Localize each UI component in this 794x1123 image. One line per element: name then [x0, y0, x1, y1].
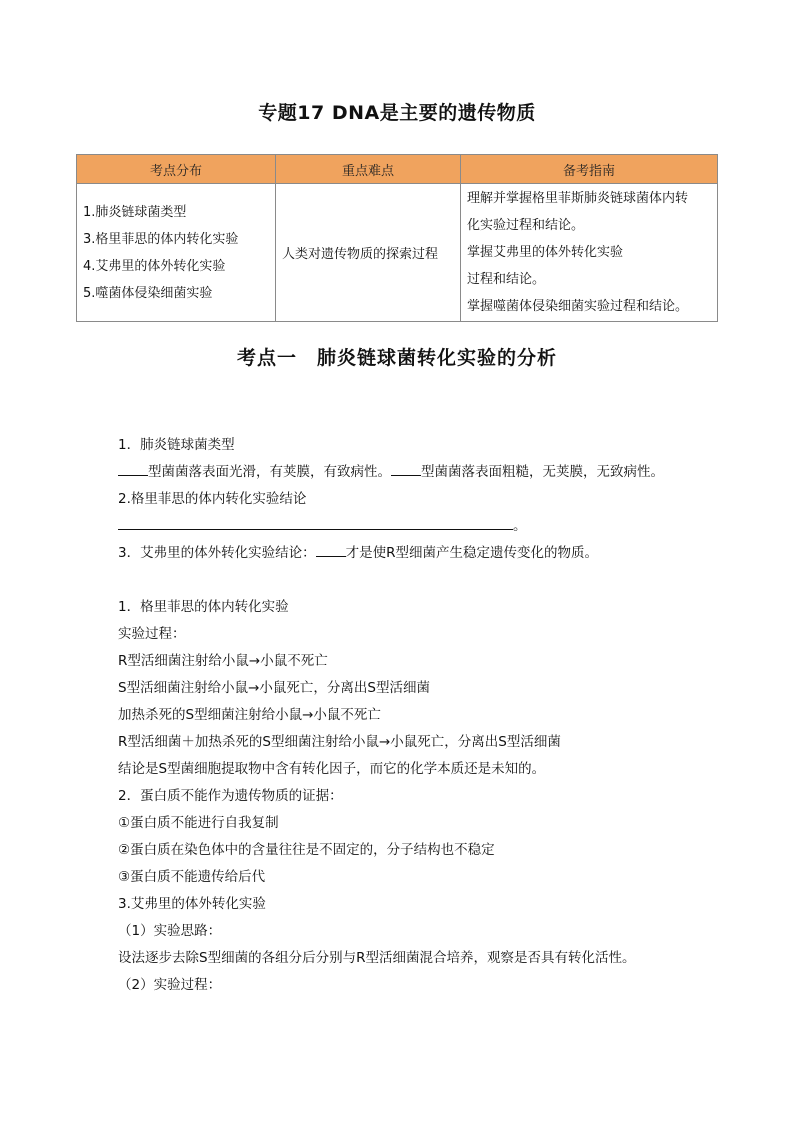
q3-line: [118, 540, 718, 567]
content-line: 2．蛋白质不能作为遗传物质的证据：: [118, 788, 343, 804]
content-line: 实验过程：: [118, 626, 186, 642]
guide-line: 过程和结论。: [467, 272, 546, 287]
list-item: 3.格里菲思的体内转化实验: [83, 231, 239, 247]
list-item: 5.噬菌体侵染细菌实验: [83, 285, 213, 301]
body-text: [118, 432, 718, 999]
answer-blank: [118, 461, 148, 476]
header-key-difficulties: 重点难点: [276, 155, 461, 184]
content-line: （2）实验过程：: [118, 977, 222, 993]
spacer: [118, 567, 718, 594]
summary-table: [76, 154, 718, 322]
list-item: 1.肺炎链球菌类型: [83, 204, 187, 220]
q1-part-a: 型菌菌落表面光滑，有荚膜，有致病性。: [148, 464, 391, 480]
q1-line: [118, 459, 718, 486]
q1-label: 1．肺炎链球菌类型: [118, 437, 235, 453]
content-line: R型活细菌＋加热杀死的S型细菌注射给小鼠→小鼠死亡，分离出S型活细菌: [118, 734, 561, 750]
content-line: ②蛋白质在染色体中的含量往往是不固定的，分子结构也不稳定: [118, 842, 495, 858]
q2-end: 。: [513, 518, 527, 534]
exam-points-cell: [77, 184, 276, 322]
content-line: 结论是S型菌细胞提取物中含有转化因子，而它的化学本质还是未知的。: [118, 761, 546, 777]
study-guide-cell: [461, 184, 718, 322]
list-item: 4.艾弗里的体外转化实验: [83, 258, 226, 274]
table-row: [77, 184, 718, 322]
content-line: 加热杀死的S型细菌注射给小鼠→小鼠不死亡: [118, 707, 381, 723]
guide-line: 化实验过程和结论。: [467, 218, 585, 233]
q2-line: [118, 513, 718, 540]
page-title: 专题17 DNA是主要的遗传物质: [258, 102, 536, 124]
answer-blank: [316, 542, 346, 557]
q2-label: 2.格里菲思的体内转化实验结论: [118, 491, 307, 507]
guide-line: 理解并掌握格里菲斯肺炎链球菌体内转: [467, 191, 689, 206]
content-line: ①蛋白质不能进行自我复制: [118, 815, 279, 831]
content-line: 设法逐步去除S型细菌的各组分后分别与R型活细菌混合培养，观察是否具有转化活性。: [118, 950, 636, 966]
content-line: 3.艾弗里的体外转化实验: [118, 896, 266, 912]
answer-blank: [118, 515, 513, 530]
q1-part-b: 型菌菌落表面粗糙，无荚膜，无致病性。: [421, 464, 664, 480]
guide-line: 掌握艾弗里的体外转化实验: [467, 245, 624, 260]
content-line: R型活细菌注射给小鼠→小鼠不死亡: [118, 653, 328, 669]
key-difficulties-cell: 人类对遗传物质的探索过程: [276, 184, 461, 322]
table-header-row: [77, 155, 718, 184]
content-line: S型活细菌注射给小鼠→小鼠死亡，分离出S型活细菌: [118, 680, 430, 696]
header-exam-points: 考点分布: [77, 155, 276, 184]
content-line: 1．格里菲思的体内转化实验: [118, 599, 289, 615]
guide-line: 掌握噬菌体侵染细菌实验过程和结论。: [467, 299, 689, 314]
header-study-guide: 备考指南: [461, 155, 718, 184]
q3-part-a: 3．艾弗里的体外转化实验结论：: [118, 545, 316, 561]
q3-part-b: 才是使R型细菌产生稳定遗传变化的物质。: [345, 545, 598, 561]
section-title: 考点一 肺炎链球菌转化实验的分析: [236, 347, 557, 369]
answer-blank: [391, 461, 421, 476]
content-line: ③蛋白质不能遗传给后代: [118, 869, 266, 885]
content-line: （1）实验思路：: [118, 923, 222, 939]
